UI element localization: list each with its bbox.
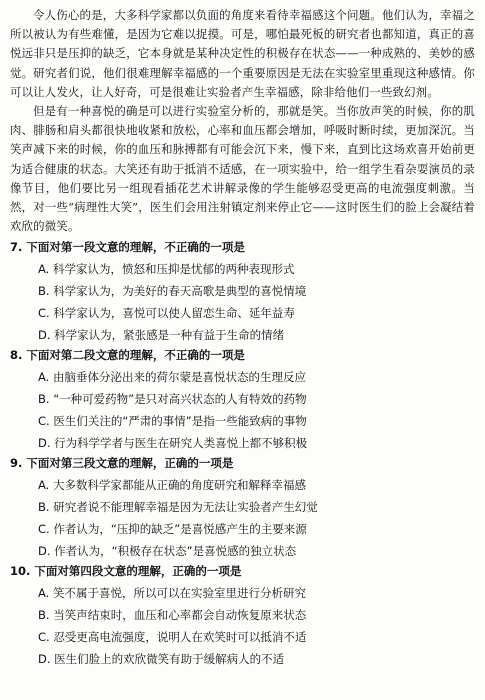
question-8 (10, 347, 475, 452)
option-c: C. 忍受更高电流强度，说明人在欢笑时可以抵消不适 (38, 630, 307, 645)
option-c: C. 科学家认为，喜悦可以使人留恋生命、延年益寿 (38, 306, 295, 321)
option-b: B. 研究者说不能理解幸福是因为无法让实验者产生幻觉 (38, 500, 318, 515)
question-stem: 8. 下面对第二段文意的理解，不正确的一项是 (10, 348, 245, 363)
passage-paragraph-1: 令人伤心的是，大多科学家都以负面的角度来看待幸福感这个问题。他们认为，幸福之所以被认为有些难懂，是因为它难以捉摸。可是，哪怕最死板的研究者也都知道，真正的喜悦远非只是压抑的缺乏，它本身就是某种决定性的积极存在状态——一种成熟的、美妙的感觉。研究者们说，他们很难理解幸福感的一个重要原因是无法在实验室里重现这种感情。你可以让人发火，让人好奇，可是很难让实验者产生幸福感，除非给他们一些致幻剂。 (10, 8, 475, 99)
option-c: C. 作者认为，“压抑的缺乏”是喜悦感产生的主要来源 (38, 522, 307, 537)
option-a: A. 大多数科学家都能从正确的角度研究和解释幸福感 (38, 478, 306, 493)
question-7 (10, 239, 475, 344)
option-d: D. 作者认为，“积极存在状态”是喜悦感的独立状态 (38, 544, 297, 559)
option-a: A. 笑不属于喜悦，所以可以在实验室里进行分析研究 (38, 586, 306, 601)
question-9 (10, 455, 475, 560)
passage-paragraph-2: 但是有一种喜悦的确是可以进行实验室分析的，那就是笑。当你放声笑的时候，你的肌肉、腓肠和肩头都很快地收紧和放松，心率和血压都会增加，呼吸时断时续，更加深沉。当笑声减下来的时候，你的血压和脉搏都有可能会沉下来，慢下来，直到比这场欢喜开始前更为适合健康的状态。大笑还有助于抵消不适感，在一项实验中，给一组学生看杂耍演员的录像节目，他们要比另一组现看插花艺术讲解录像的学生能够忍受更高的电流强度刺激。当然，对一些“病理性大笑”，医生们会用注射镇定剂来停止它——这时医生们的脸上会凝结着欢欣的微笑。 (10, 104, 475, 234)
question-stem: 7. 下面对第一段文意的理解，不正确的一项是 (10, 240, 245, 255)
option-b: B. 当笑声结束时，血压和心率都会自动恢复原来状态 (38, 608, 307, 623)
option-d: D. 行为科学学者与医生在研究人类喜悦上都不够积极 (38, 436, 308, 451)
option-a: A. 由脑垂体分泌出来的荷尔蒙是喜悦状态的生理反应 (38, 370, 306, 385)
question-stem: 10. 下面对第四段文意的理解，正确的一项是 (10, 564, 242, 579)
option-d: D. 科学家认为，紧张感是一种有益于生命的情绪 (38, 328, 285, 343)
option-d: D. 医生们脸上的欢欣微笑有助于缓解病人的不适 (38, 652, 285, 667)
question-stem: 9. 下面对第三段文意的理解，正确的一项是 (10, 456, 234, 471)
question-10 (10, 563, 475, 668)
option-a: A. 科学家认为，愤怒和压抑是忧郁的两种表现形式 (38, 262, 295, 277)
option-b: B. “一种可爱药物”是只对高兴状态的人有特效的药物 (38, 392, 307, 407)
option-c: C. 医生们关注的“严肃的事情”是指一些能致病的事物 (38, 414, 307, 429)
option-b: B. 科学家认为，为美好的春天高歌是典型的喜悦情境 (38, 284, 307, 299)
